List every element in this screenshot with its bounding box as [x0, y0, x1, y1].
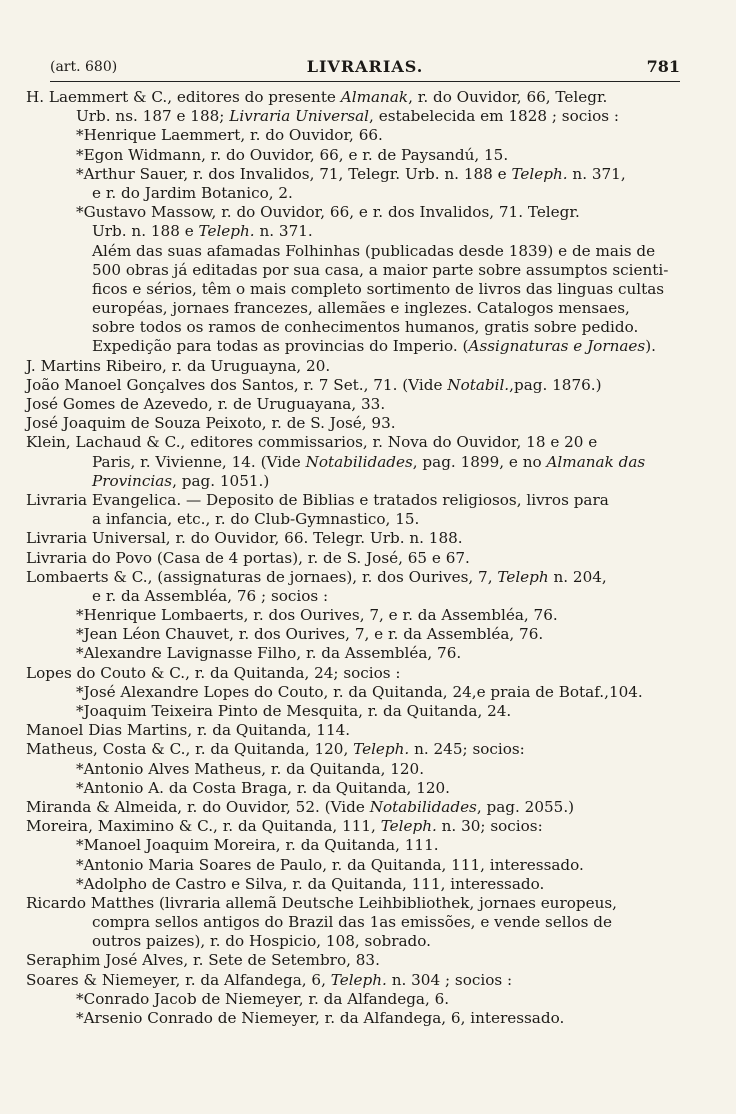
text-segment: n. 371. — [254, 222, 313, 241]
page-title: LIVRARIAS. — [306, 57, 424, 76]
listing-line — [24, 875, 689, 894]
listing-line — [24, 433, 689, 452]
text-segment: , pag. 1899, e no — [412, 452, 547, 471]
listing-line — [24, 472, 689, 491]
section-reference: (art. 680) — [50, 59, 118, 75]
italic-text: Assignaturas e Jornaes — [468, 337, 646, 356]
text-segment: *Gustavo Massow, r. do Ouvidor, 66, e r. dos Invalidos, 71. Telegr. — [76, 203, 580, 222]
text-segment: J. Martins Ribeiro, r. da Uruguayna, 20. — [26, 356, 331, 375]
text-segment: , pag. 1051.) — [172, 471, 270, 490]
italic-text: Teleph. — [330, 970, 387, 989]
listing-line — [24, 414, 689, 433]
listing-line — [24, 549, 689, 568]
listing-line — [24, 242, 689, 261]
text-segment: Expedição para todas as provincias do Imperio. ( — [92, 337, 469, 356]
text-segment: Paris, r. Vivienne, 14. (Vide — [92, 452, 306, 471]
listing-line — [24, 299, 689, 318]
listing-line — [24, 107, 689, 126]
text-segment: H. Laemmert & C., editores do presente — [26, 88, 341, 106]
italic-text: Almanak — [340, 88, 409, 106]
italic-text: Teleph. — [353, 740, 410, 759]
text-segment: *Arthur Sauer, r. dos Invalidos, 71, Telegr. Urb. n. 188 e — [76, 164, 512, 183]
listing-line — [24, 817, 689, 836]
listing-line — [24, 222, 689, 241]
listing-line — [24, 395, 689, 414]
italic-text: Teleph. — [380, 817, 437, 836]
text-segment: Soares & Niemeyer, r. da Alfandega, 6, — [26, 970, 331, 989]
listing-line — [24, 625, 689, 644]
text-segment: *Manoel Joaquim Moreira, r. da Quitanda, 111. — [76, 836, 439, 855]
listing-line — [24, 529, 689, 548]
text-segment: Livraria Universal, r. do Ouvidor, 66. Telegr. Urb. n. 188. — [26, 529, 463, 548]
text-segment: outros paizes), r. do Hospicio, 108, sobrado. — [92, 932, 431, 951]
text-segment: a infancia, etc., r. do Club-Gymnastico, 15. — [92, 510, 420, 529]
italic-text: Almanak das — [546, 452, 646, 471]
text-segment: *Henrique Laemmert, r. do Ouvidor, 66. — [76, 126, 383, 145]
listing-line — [24, 146, 689, 165]
text-segment: 500 obras já editadas por sua casa, a maior parte sobre assumptos scienti- — [92, 260, 669, 279]
text-segment: *Jean Léon Chauvet, r. dos Ourives, 7, e r. da Assembléa, 76. — [76, 625, 544, 644]
text-segment: *Henrique Lombaerts, r. dos Ourives, 7, e r. da Assembléa, 76. — [76, 606, 558, 625]
listing-line — [24, 203, 689, 222]
listing-line — [24, 510, 689, 529]
text-segment: *Adolpho de Castro e Silva, r. da Quitanda, 111, interessado. — [76, 874, 545, 893]
text-segment: ,pag. 1876.) — [509, 375, 602, 394]
listing-line — [24, 165, 689, 184]
text-segment: Livraria Evangelica. — Deposito de Biblias e tratados religiosos, livros para — [26, 490, 609, 509]
text-segment: Seraphim José Alves, r. Sete de Setembro, 83. — [26, 951, 380, 970]
listing-line — [24, 856, 689, 875]
text-segment: *Egon Widmann, r. do Ouvidor, 66, e r. de Paysandú, 15. — [76, 145, 509, 164]
text-segment: , r. do Ouvidor, 66, Telegr. — [408, 88, 608, 106]
text-segment: Além das suas afamadas Folhinhas (publicadas desde 1839) e de mais de — [92, 241, 656, 260]
text-segment: *Alexandre Lavignasse Filho, r. da Assembléa, 76. — [76, 644, 462, 663]
text-segment: Moreira, Maximino & C., r. da Quitanda, 111, — [26, 817, 381, 836]
listing-line — [24, 894, 689, 913]
text-segment: *Antonio Alves Matheus, r. da Quitanda, 120. — [76, 759, 425, 778]
text-segment: Urb. n. 188 e — [92, 222, 199, 241]
listing-line — [24, 951, 689, 970]
text-segment: , pag. 2055.) — [476, 797, 575, 816]
text-segment: , estabelecida em 1828 ; socios : — [369, 107, 619, 126]
text-segment: *Joaquim Teixeira Pinto de Mesquita, r. da Quitanda, 24. — [76, 702, 512, 720]
listing-line — [24, 376, 689, 395]
listing-line — [24, 453, 689, 472]
listing-line — [24, 913, 689, 932]
text-segment: Klein, Lachaud & C., editores commissarios, r. Nova do Ouvidor, 18 e 20 e — [26, 433, 598, 452]
italic-text: Provincias — [92, 471, 173, 490]
running-header — [50, 55, 680, 82]
text-segment: Urb. ns. 187 e 188; — [76, 107, 230, 126]
listing-line — [24, 932, 689, 951]
italic-text: Teleph. — [511, 164, 568, 183]
text-segment: José Gomes de Azevedo, r. de Uruguayana, 33. — [26, 395, 386, 413]
listing-line — [24, 721, 689, 740]
text-segment: João Manoel Gonçalves dos Santos, r. 7 Set., 71. (Vide — [26, 375, 448, 394]
text-segment: *Conrado Jacob de Niemeyer, r. da Alfandega, 6. — [76, 989, 450, 1008]
italic-text: Teleph — [497, 567, 549, 586]
listing-line — [24, 740, 689, 759]
text-segment: Livraria do Povo (Casa de 4 portas), r. de S. José, 65 e 67. — [26, 548, 470, 567]
listing-line — [24, 606, 689, 625]
listing-line — [24, 798, 689, 817]
listing-line — [24, 836, 689, 855]
listing-line — [24, 971, 689, 990]
text-segment: Ricardo Matthes (livraria allemã Deutsche Leihbibliothek, jornaes europeus, — [26, 893, 617, 912]
italic-text: Notabilidades — [369, 797, 477, 816]
listing-line — [24, 702, 689, 721]
text-segment: n. 204, — [548, 567, 607, 586]
text-segment: Lopes do Couto & C., r. da Quitanda, 24; socios : — [26, 663, 401, 682]
text-segment: *Antonio A. da Costa Braga, r. da Quitanda, 120. — [76, 778, 451, 797]
listing-line — [24, 280, 689, 299]
text-segment: ficos e sérios, têm o mais completo sortimento de livros das linguas cultas — [92, 279, 665, 298]
listing-line — [24, 261, 689, 280]
text-segment: Manoel Dias Martins, r. da Quitanda, 114. — [26, 721, 351, 740]
listing-line — [24, 126, 689, 145]
listing-line — [24, 760, 689, 779]
text-segment: n. 304 ; socios : — [386, 970, 513, 989]
listing-line — [24, 337, 689, 356]
listing-line — [24, 664, 689, 683]
text-segment: européas, jornaes francezes, allemães e inglezes. Catalogos mensaes, — [92, 299, 630, 318]
listing-line — [24, 318, 689, 337]
listing-line — [24, 644, 689, 663]
text-segment: n. 245; socios: — [409, 740, 525, 759]
listing-line — [24, 491, 689, 510]
italic-text: Notabilidades — [305, 452, 413, 471]
text-segment: n. 30; socios: — [436, 817, 543, 836]
italic-text: Notabil. — [447, 375, 510, 394]
italic-text: Livraria Universal — [229, 107, 370, 126]
listing-line — [24, 357, 689, 376]
text-segment: n. 371, — [567, 164, 626, 183]
text-segment: *José Alexandre Lopes do Couto, r. da Quitanda, 24,e praia de Botaf.,104. — [76, 682, 643, 701]
text-segment: e r. do Jardim Botanico, 2. — [92, 183, 293, 202]
listing-line — [24, 1009, 689, 1028]
listing-line — [24, 990, 689, 1009]
text-segment: Lombaerts & C., (assignaturas de jornaes), r. dos Ourives, 7, — [26, 567, 498, 586]
listing-line — [24, 587, 689, 606]
page-number: 781 — [646, 57, 680, 76]
text-segment: sobre todos os ramos de conhecimentos humanos, gratis sobre pedido. — [92, 318, 639, 337]
listing-line — [24, 779, 689, 798]
text-segment: *Antonio Maria Soares de Paulo, r. da Quitanda, 111, interessado. — [76, 855, 584, 874]
text-segment: e r. da Assembléa, 76 ; socios : — [92, 586, 329, 605]
text-segment: José Joaquim de Souza Peixoto, r. de S. José, 93. — [26, 414, 396, 433]
text-segment: Matheus, Costa & C., r. da Quitanda, 120, — [26, 740, 354, 759]
text-segment: compra sellos antigos do Brazil das 1as emissões, e vende sellos de — [92, 913, 613, 932]
listing-line — [24, 683, 689, 702]
text-segment: *Arsenio Conrado de Niemeyer, r. da Alfandega, 6, interessado. — [76, 1009, 565, 1027]
listing-line — [24, 184, 689, 203]
directory-listing — [24, 88, 689, 1028]
listing-line — [24, 88, 689, 107]
listing-line — [24, 568, 689, 587]
text-segment: Miranda & Almeida, r. do Ouvidor, 52. (Vide — [26, 797, 370, 816]
italic-text: Teleph. — [198, 222, 255, 241]
text-segment: ). — [645, 337, 656, 356]
